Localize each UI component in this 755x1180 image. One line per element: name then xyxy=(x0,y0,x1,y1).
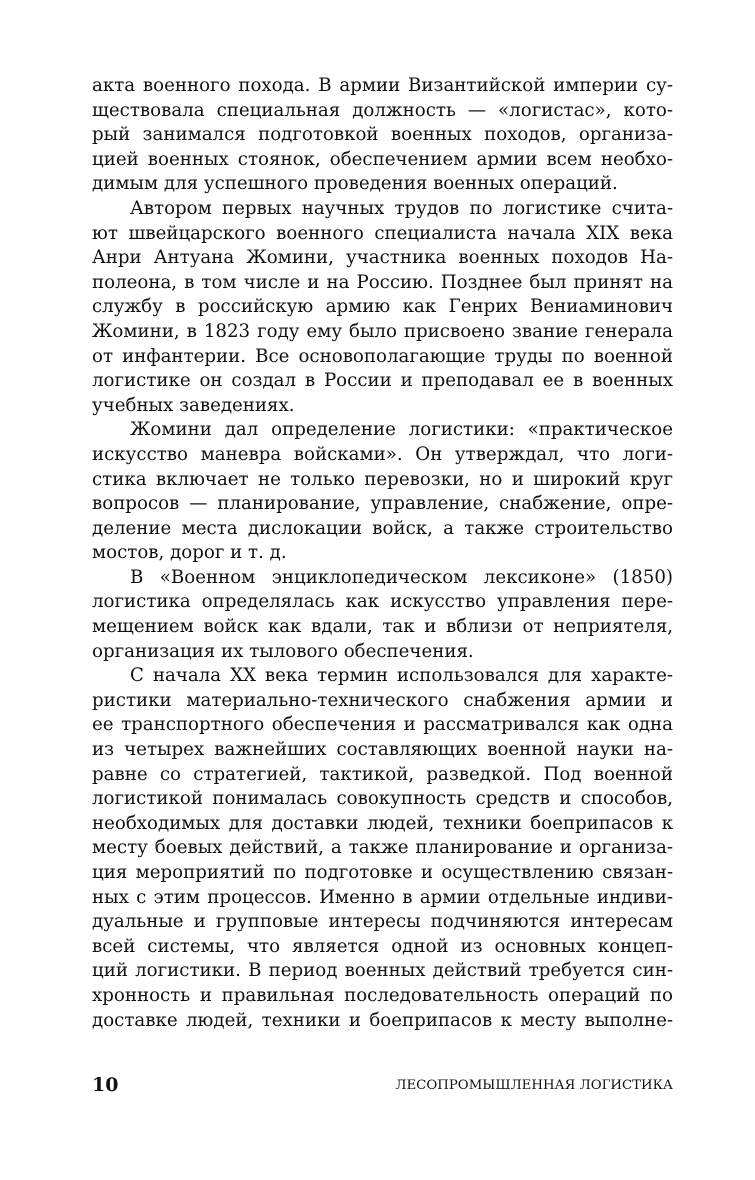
text-line: С начала XX века термин использовался для характе- xyxy=(130,665,673,687)
text-line: логистикой понималась совокупность средств и способов, xyxy=(92,788,673,810)
text-line: деление места дислокации войск, а также строительство xyxy=(92,517,673,539)
text-line: учебных заведениях. xyxy=(92,394,295,416)
text-line: службу в российскую армию как Генрих Вениаминович xyxy=(92,296,673,318)
text-line: от инфантерии. Все основополагающие труды по военной xyxy=(92,345,673,367)
text-line: необходимых для доставки людей, техники боеприпасов к xyxy=(92,812,673,834)
text-line: мещением войск как вдали, так и вблизи от неприятеля, xyxy=(92,616,673,638)
text-line: ют швейцарского военного специалиста начала XIX века xyxy=(92,222,673,244)
page-number: 10 xyxy=(92,1074,119,1096)
page-footer xyxy=(92,1073,673,1097)
running-title: ЛЕСОПРОМЫШЛЕННАЯ ЛОГИСТИКА xyxy=(395,1078,673,1093)
text-line: стика включает не только перевозки, но и широкий круг xyxy=(92,468,673,490)
text-line: Анри Антуана Жомини, участника военных походов На- xyxy=(92,247,673,269)
text-line: Жомини дал определение логистики: «практическое xyxy=(130,419,673,441)
text-line: ций логистики. В период военных действий требуется син- xyxy=(92,960,673,982)
text-line: ристики материально-технического снабжения армии и xyxy=(92,689,673,711)
text-line: ществовала специальная должность — «логистас», кото- xyxy=(92,99,673,121)
text-line: доставке людей, техники и боеприпасов к месту выполне- xyxy=(92,1009,673,1031)
text-line: Автором первых научных трудов по логистике счита- xyxy=(130,197,673,219)
body-text xyxy=(92,74,673,1033)
text-line: ее транспортного обеспечения и рассматривался как одна xyxy=(92,714,673,736)
text-line: ция мероприятий по подготовке и осуществлению связан- xyxy=(92,862,673,883)
text-line: логистике он создал в России и преподавал ее в военных xyxy=(92,370,673,392)
text-line: искусство маневра войсками». Он утверждал, что логи- xyxy=(92,443,673,465)
text-line: равне со стратегией, тактикой, разведкой. Под военной xyxy=(92,763,673,785)
text-line: рый занимался подготовкой военных походов, организа- xyxy=(92,124,673,146)
text-line: вопросов — планирование, управление, снабжение, опре- xyxy=(92,493,673,515)
text-line: В «Военном энциклопедическом лексиконе» (1850) xyxy=(130,566,673,588)
text-line: логистика определялась как искусство управления пере- xyxy=(92,591,673,613)
text-line: организация их тылового обеспечения. xyxy=(92,640,474,662)
text-line: дуальные и групповые интересы подчиняются интересам xyxy=(92,911,673,933)
text-line: димым для успешного проведения военных операций. xyxy=(92,173,618,195)
text-line: полеона, в том числе и на Россию. Позднее был принят на xyxy=(92,271,673,293)
text-line: всей системы, что является одной из основных концеп- xyxy=(92,935,673,957)
text-line: ных с этим процессов. Именно в армии отдельные индиви- xyxy=(92,886,673,908)
text-line: хронность и правильная последовательность операций по xyxy=(92,984,673,1006)
text-line: из четырех важнейших составляющих военной науки на- xyxy=(92,739,673,761)
text-line: цией военных стоянок, обеспечением армии всем необхо- xyxy=(92,148,673,170)
text-line: месту боевых действий, а также планирование и организа- xyxy=(92,837,673,859)
text-line: Жомини, в 1823 году ему было присвоено звание генерала xyxy=(92,320,673,342)
text-line: мостов, дорог и т. д. xyxy=(92,542,287,564)
text-line: акта военного похода. В армии Византийской империи су- xyxy=(92,75,673,96)
